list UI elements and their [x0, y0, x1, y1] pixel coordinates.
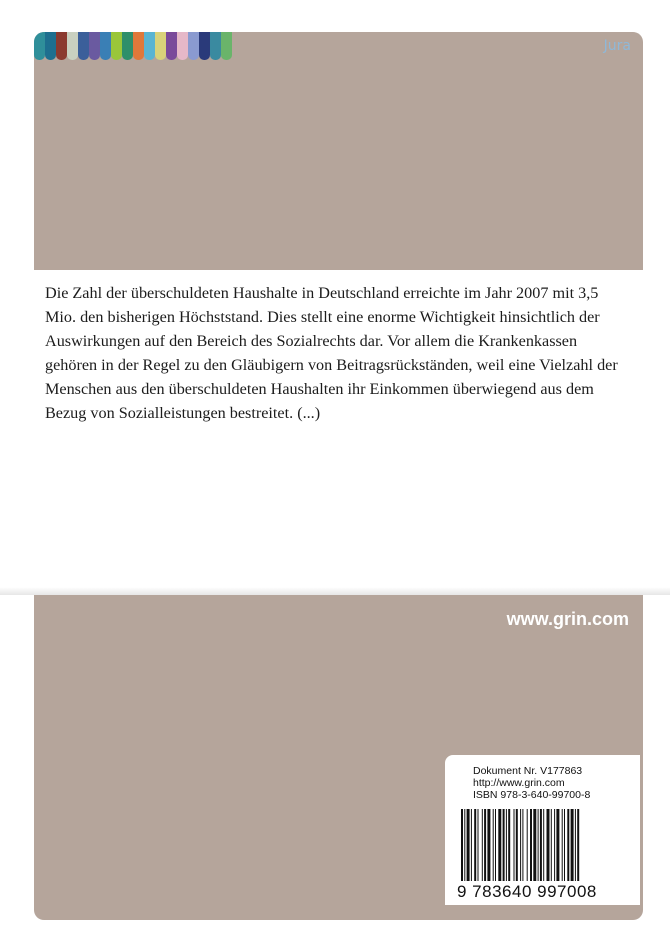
- book-blurb: Die Zahl der überschuldeten Haushalte in Deutschland erreichte im Jahr 2007 mit 3,5 Mio. den bisherigen Höchststand. Dies stellt eine enorme Wichtigkeit hinsichtlich der Auswirkungen auf den Bereich des Sozialrechts dar. Vor allem die Krankenkassen gehören in der Regel zu den Gläubigern von Beitragsrückständen, weil eine Vielzahl der Menschen aus den überschuldeten Haushalten ihr Einkommen überwiegend aus dem Bezug von Sozialleistungen bestreitet. (...): [45, 284, 618, 422]
- barcode-meta: [473, 765, 590, 801]
- cover-bottom-panel: [34, 595, 643, 920]
- color-stripe: [166, 32, 177, 60]
- color-stripe: [221, 32, 232, 60]
- isbn: ISBN 978-3-640-99700-8: [473, 789, 591, 801]
- color-stripes: [34, 32, 232, 60]
- publisher-website[interactable]: www.grin.com: [506, 609, 629, 629]
- divider-shadow: [0, 587, 670, 595]
- color-stripe: [133, 32, 144, 60]
- color-stripe: [34, 32, 45, 60]
- color-stripe: [199, 32, 210, 60]
- color-stripe: [89, 32, 100, 60]
- color-stripe: [188, 32, 199, 60]
- color-stripe: [111, 32, 122, 60]
- barcode-box: [445, 755, 640, 905]
- category-label: Jura: [603, 38, 631, 54]
- cover-top-panel: [34, 32, 643, 270]
- document-number: Dokument Nr. V177863: [473, 765, 583, 777]
- document-url: http://www.grin.com: [473, 777, 565, 789]
- color-stripe: [56, 32, 67, 60]
- color-stripe: [177, 32, 188, 60]
- color-stripe: [210, 32, 221, 60]
- color-stripe: [100, 32, 111, 60]
- color-stripe: [67, 32, 78, 60]
- barcode-icon: [459, 809, 627, 881]
- color-stripe: [122, 32, 133, 60]
- barcode-digits: 9 783640 997008: [457, 882, 597, 901]
- color-stripe: [144, 32, 155, 60]
- color-stripe: [45, 32, 56, 60]
- color-stripe: [78, 32, 89, 60]
- color-stripe: [155, 32, 166, 60]
